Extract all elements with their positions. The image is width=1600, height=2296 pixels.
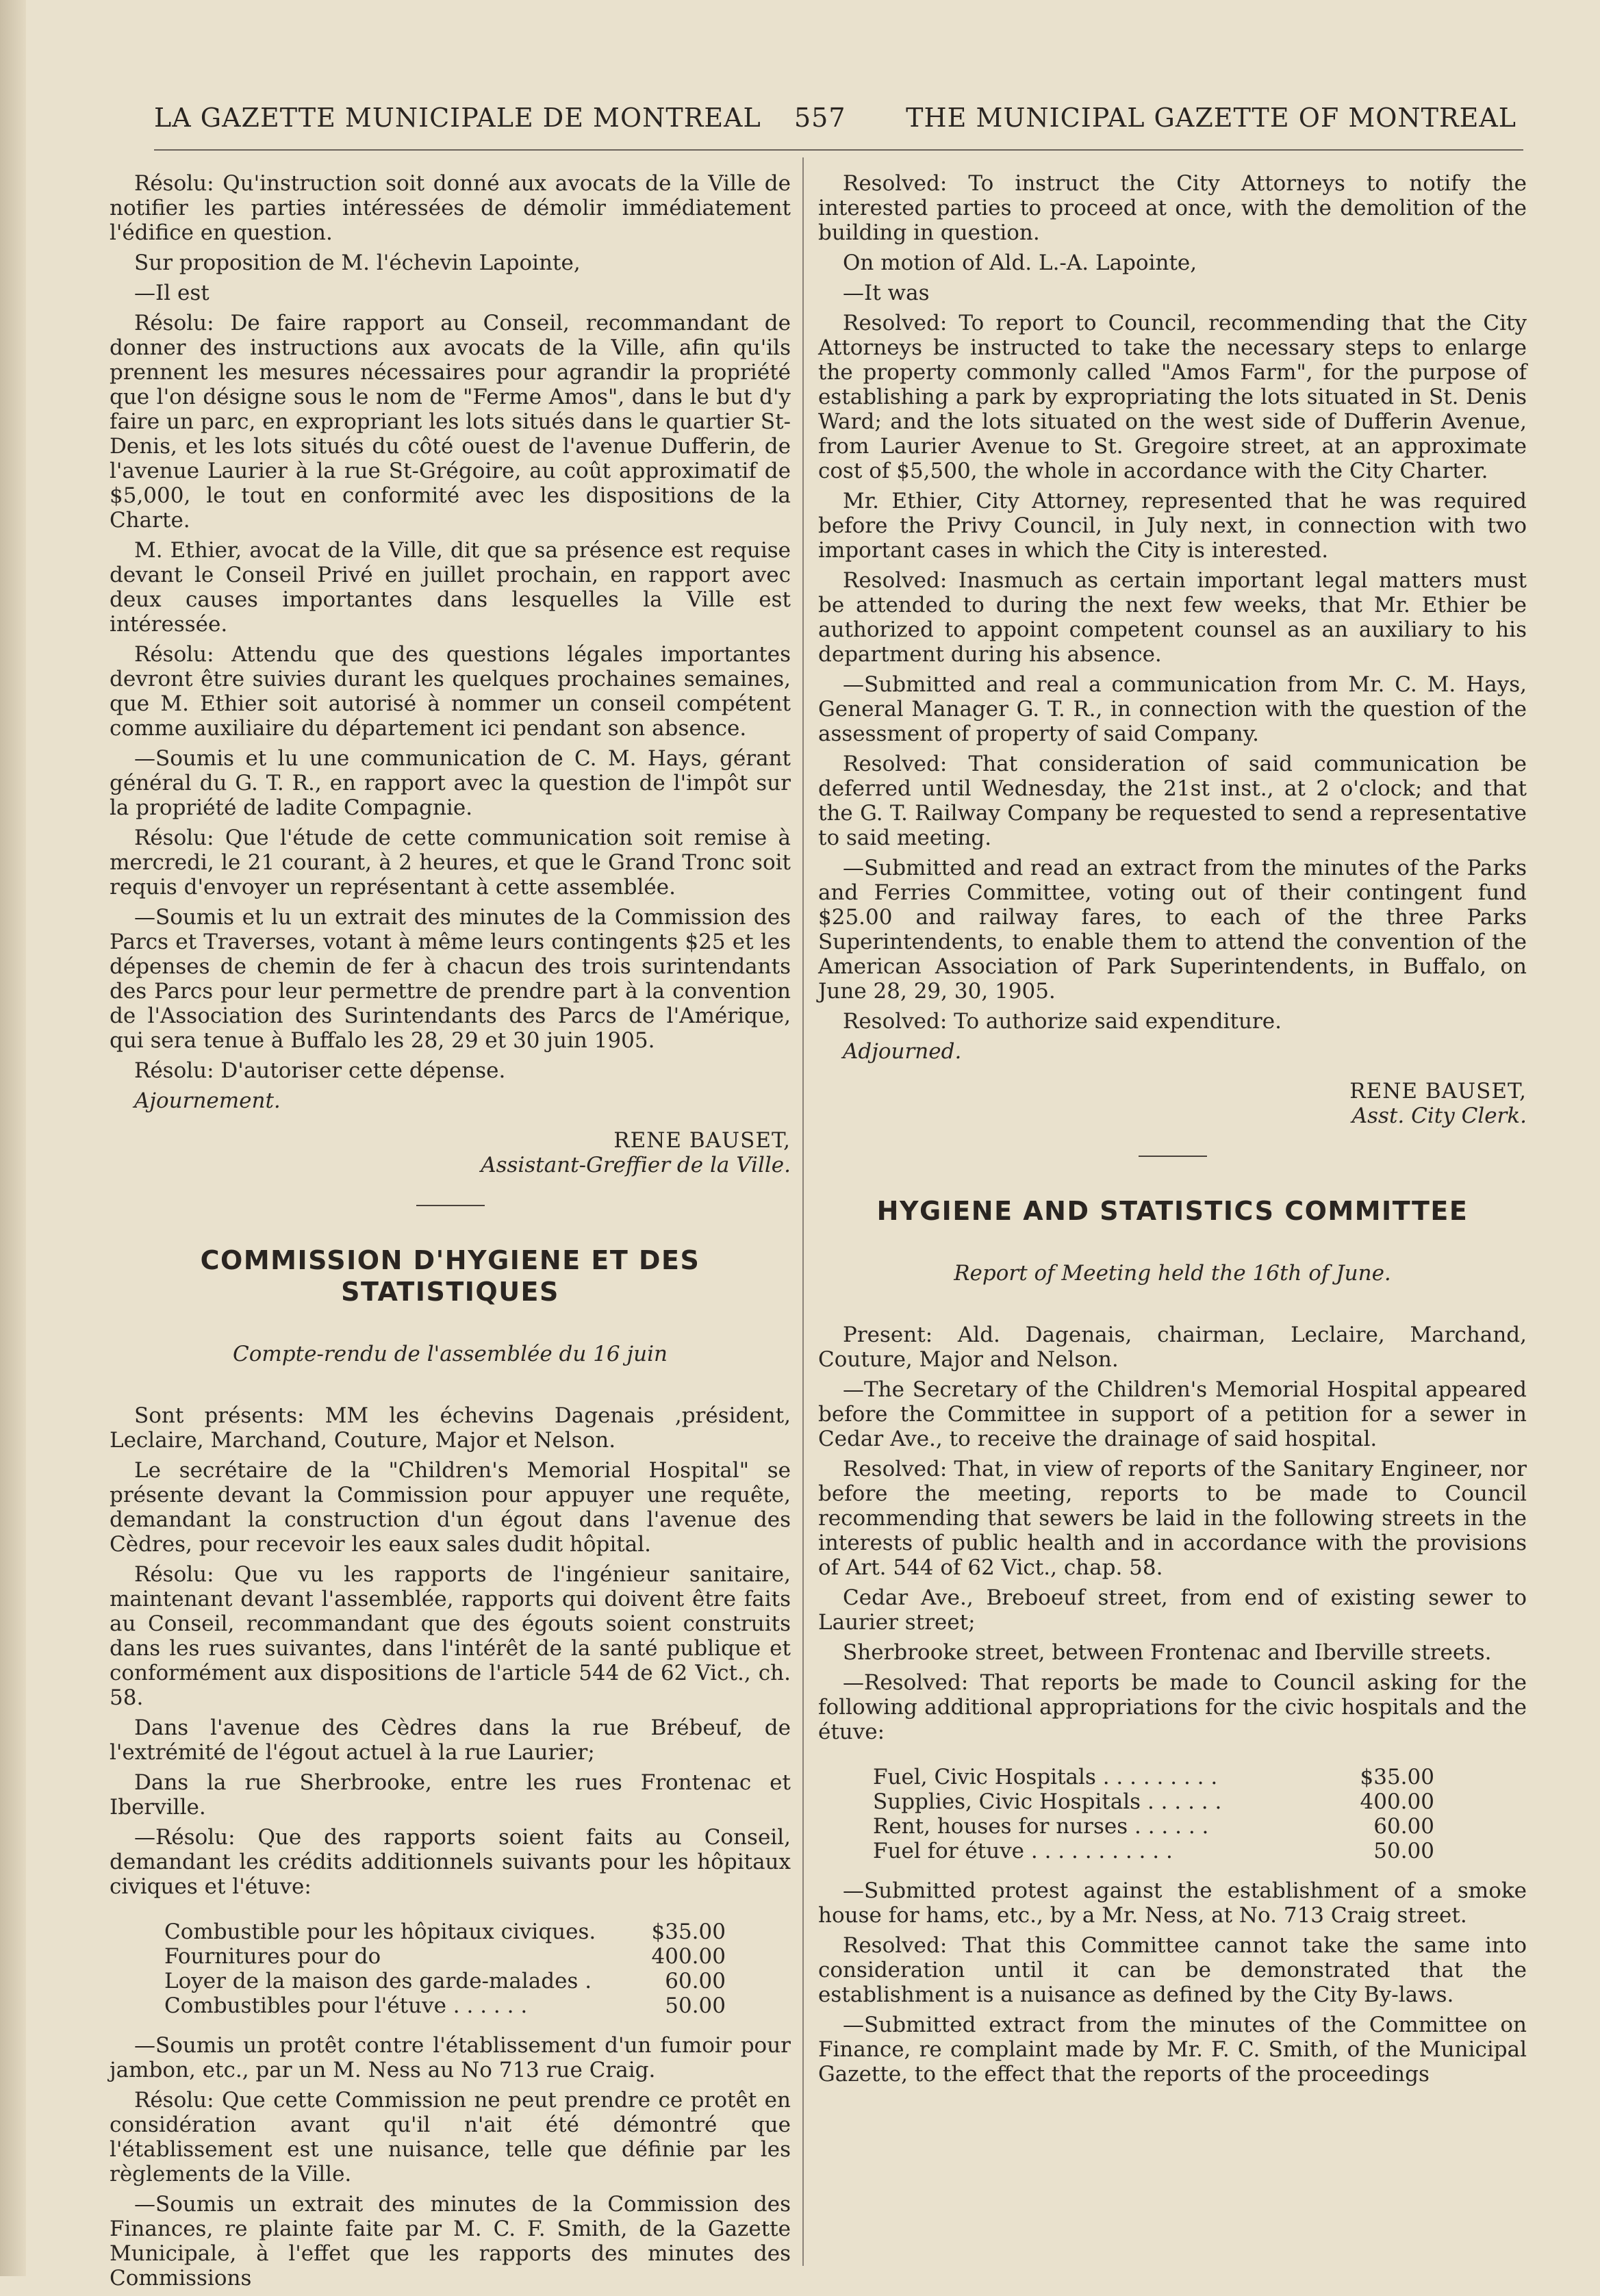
expense-label: Fuel for étuve . . . . . . . . . . . xyxy=(873,1839,1173,1863)
expense-amount: 50.00 xyxy=(665,1993,726,2018)
paragraph: —Soumis et lu un extrait des minutes de la Commission des Parcs et Traverses, votant à même leurs contingents $25 et les dépenses de chemin de fer à chacun des trois surintendants des Parcs pour leur permettre de prendre part à la convention de l'Association des Surintendants des Parcs de l'Amérique, qui sera tenue à Buffalo les 28, 29 et 30 juin 1905. xyxy=(110,905,791,1053)
paragraph: Mr. Ethier, City Attorney, represented that he was required before the Privy Council, in July next, in connection with two important cases in which the City is interested. xyxy=(818,489,1527,563)
expense-amount: 60.00 xyxy=(665,1969,726,1993)
page-number: 557 xyxy=(794,103,846,133)
header-title-french: LA GAZETTE MUNICIPALE DE MONTREAL xyxy=(154,103,761,133)
expense-amount: 50.00 xyxy=(1373,1839,1434,1863)
expense-label: Supplies, Civic Hospitals . . . . . . xyxy=(873,1789,1222,1814)
expense-label: Combustible pour les hôpitaux civiques. xyxy=(164,1919,596,1944)
paragraph: Résolu: Qu'instruction soit donné aux avocats de la Ville de notifier les parties intéressées de démolir immédiatement l'édifice en question. xyxy=(110,171,791,245)
section-heading: COMMISSION D'HYGIENE ET DES STATISTIQUES xyxy=(200,1245,700,1307)
paragraph: Sur proposition de M. l'échevin Lapointe, xyxy=(134,251,581,275)
paragraph: —The Secretary of the Children's Memorial Hospital appeared before the Committee in support of a petition for a sewer in Cedar Ave., to receive the drainage of said hospital. xyxy=(818,1377,1527,1451)
paragraph: —Soumis un protêt contre l'établissement d'un fumoir pour jambon, etc., par un M. Ness au No 713 rue Craig. xyxy=(110,2033,791,2082)
paragraph: —Soumis et lu une communication de C. M. Hays, gérant général du G. T. R., en rapport avec la question de l'impôt sur la propriété de ladite Compagnie. xyxy=(110,746,791,820)
paragraph: Adjourned. xyxy=(843,1039,962,1064)
signature-title: Assistant-Greffier de la Ville. xyxy=(481,1153,791,1177)
paragraph: Résolu: Que vu les rapports de l'ingénieur sanitaire, maintenant devant l'assemblée, rapports qui doivent être faits au Conseil, recommandant que des égouts soient construits dans les rues suivantes, dans l'intérêt de la santé publique et conformément aux dispositions de l'article 544 de 62 Vict., ch. 58. xyxy=(110,1562,791,1710)
paragraph: Résolu: Que cette Commission ne peut prendre ce protêt en considération avant qu'il n'ait été démontré que l'établissement est une nuisance, telle que définie par les règlements de la Ville. xyxy=(110,2088,791,2186)
page-header xyxy=(154,103,1516,151)
expense-row xyxy=(164,1993,726,2018)
paragraph: Resolved: Inasmuch as certain important legal matters must be attended to during the next few weeks, that Mr. Ethier be authorized to appoint competent counsel as an auxiliary to his department during his absence. xyxy=(818,568,1527,667)
english-column xyxy=(818,171,1527,2092)
french-column xyxy=(110,171,791,2296)
expense-amount: 400.00 xyxy=(651,1944,726,1969)
section-subtitle: Report of Meeting held the 16th of June. xyxy=(954,1261,1391,1286)
section-heading: HYGIENE AND STATISTICS COMMITTEE xyxy=(876,1196,1469,1226)
paragraph: —Submitted protest against the establishment of a smoke house for hams, etc., by a Mr. Ness, at No. 713 Craig street. xyxy=(818,1878,1527,1928)
expense-row xyxy=(873,1765,1434,1789)
expense-amount: 400.00 xyxy=(1360,1789,1434,1814)
expense-row xyxy=(873,1839,1434,1863)
expense-amount: 60.00 xyxy=(1373,1814,1434,1839)
paragraph: Present: Ald. Dagenais, chairman, Leclaire, Marchand, Couture, Major and Nelson. xyxy=(818,1323,1527,1372)
signature-name: RENE BAUSET, xyxy=(613,1128,791,1153)
expense-label: Fournitures pour do xyxy=(164,1944,381,1969)
paragraph: M. Ethier, avocat de la Ville, dit que sa présence est requise devant le Conseil Privé en juillet prochain, en rapport avec deux causes importantes dans lesquelles la Ville est intéressée. xyxy=(110,538,791,637)
signature-title: Asst. City Clerk. xyxy=(1351,1104,1527,1128)
header-rule xyxy=(154,149,1523,151)
column-divider xyxy=(802,157,804,2266)
expense-label: Fuel, Civic Hospitals . . . . . . . . . xyxy=(873,1765,1218,1789)
section-divider xyxy=(1139,1156,1207,1157)
paragraph: Sont présents: MM les échevins Dagenais ,président, Leclaire, Marchand, Couture, Major et Nelson. xyxy=(110,1403,791,1453)
section-divider xyxy=(416,1205,485,1206)
paragraph: Résolu: D'autoriser cette dépense. xyxy=(134,1058,506,1083)
expense-label: Rent, houses for nurses . . . . . . xyxy=(873,1814,1209,1839)
paragraph: Ajournement. xyxy=(134,1088,281,1113)
expense-row xyxy=(164,1919,726,1944)
paragraph: —Submitted and read an extract from the minutes of the Parks and Ferries Committee, voting out of their contingent fund $25.00 and railway fares, to each of the three Parks Superintendents, to enable them to attend the convention of the American Association of Park Superintendents, in Buffalo, on June 28, 29, 30, 1905. xyxy=(818,856,1527,1004)
paragraph: Sherbrooke street, between Frontenac and Iberville streets. xyxy=(843,1640,1492,1665)
header-title-english: THE MUNICIPAL GAZETTE OF MONTREAL xyxy=(906,103,1516,133)
paragraph: Résolu: Que l'étude de cette communication soit remise à mercredi, le 21 courant, à 2 heures, et que le Grand Tronc soit requis d'envoyer un représentant à cette assemblée. xyxy=(110,826,791,900)
paragraph: On motion of Ald. L.-A. Lapointe, xyxy=(843,251,1197,275)
expense-row xyxy=(873,1789,1434,1814)
signature-block xyxy=(818,1079,1527,1128)
paragraph: —Il est xyxy=(134,281,209,305)
expense-list xyxy=(164,1919,726,2018)
paragraph: Resolved: To instruct the City Attorneys to notify the interested parties to proceed at once, with the demolition of the building in question. xyxy=(818,171,1527,245)
expense-list xyxy=(873,1765,1434,1863)
paragraph: Resolved: That consideration of said communication be deferred until Wednesday, the 21st inst., at 2 o'clock; and that the G. T. Railway Company be requested to send a representative to said meeting. xyxy=(818,752,1527,850)
paragraph: Resolved: To authorize said expenditure. xyxy=(843,1009,1282,1034)
paragraph: Cedar Ave., Breboeuf street, from end of existing sewer to Laurier street; xyxy=(818,1585,1527,1635)
page-edge xyxy=(0,0,26,2276)
signature-name: RENE BAUSET, xyxy=(1349,1079,1527,1104)
paragraph: Resolved: That, in view of reports of the Sanitary Engineer, nor before the meeting, reports to be made to Council recommending that sewers be laid in the following streets in the interests of public health and in accordance with the provisions of Art. 544 of 62 Vict., chap. 58. xyxy=(818,1457,1527,1580)
paragraph: Le secrétaire de la "Children's Memorial Hospital" se présente devant la Commission pour appuyer une requête, demandant la construction d'un égout dans l'avenue des Cèdres, pour recevoir les eaux sales dudit hôpital. xyxy=(110,1458,791,1557)
expense-row xyxy=(164,1969,726,1993)
expense-row xyxy=(873,1814,1434,1839)
paragraph: —Submitted and real a communication from Mr. C. M. Hays, General Manager G. T. R., in connection with the question of the assessment of property of said Company. xyxy=(818,672,1527,746)
signature-block xyxy=(110,1128,791,1177)
paragraph: Dans la rue Sherbrooke, entre les rues Frontenac et Iberville. xyxy=(110,1770,791,1820)
paragraph: —Submitted extract from the minutes of the Committee on Finance, re complaint made by Mr. F. C. Smith, of the Municipal Gazette, to the effect that the reports of the proceedings xyxy=(818,2013,1527,2087)
paragraph: —Résolu: Que des rapports soient faits au Conseil, demandant les crédits additionnels suivants pour les hôpitaux civiques et l'étuve: xyxy=(110,1825,791,1899)
paragraph: —Soumis un extrait des minutes de la Commission des Finances, re plainte faite par M. C. F. Smith, de la Gazette Municipale, à l'effet que les rapports des minutes des Commissions xyxy=(110,2192,791,2291)
expense-label: Combustibles pour l'étuve . . . . . . xyxy=(164,1993,528,2018)
expense-amount: $35.00 xyxy=(1360,1765,1434,1789)
expense-amount: $35.00 xyxy=(651,1919,726,1944)
paragraph: Dans l'avenue des Cèdres dans la rue Brébeuf, de l'extrémité de l'égout actuel à la rue Laurier; xyxy=(110,1715,791,1765)
paragraph: —Resolved: That reports be made to Council asking for the following additional appropriations for the civic hospitals and the étuve: xyxy=(818,1670,1527,1744)
paragraph: —It was xyxy=(843,281,930,305)
expense-label: Loyer de la maison des garde-malades . xyxy=(164,1969,592,1993)
section-subtitle: Compte-rendu de l'assemblée du 16 juin xyxy=(233,1342,668,1366)
paragraph: Résolu: De faire rapport au Conseil, recommandant de donner des instructions aux avocats de la Ville, afin qu'ils prennent les mesures nécessaires pour agrandir la propriété que l'on désigne sous le nom de "Ferme Amos", dans le but d'y faire un parc, en expropriant les lots situés dans le quartier St-Denis, et les lots situés du côté ouest de l'avenue Dufferin, de l'avenue Laurier à la rue St-Grégoire, au coût approximatif de $5,000, le tout en conformité avec les dispositions de la Charte. xyxy=(110,311,791,533)
paragraph: Resolved: To report to Council, recommending that the City Attorneys be instructed to take the necessary steps to enlarge the property commonly called "Amos Farm", for the purpose of establishing a park by expropriating the lots situated in St. Denis Ward; and the lots situated on the west side of Dufferin Avenue, from Laurier Avenue to St. Gregoire street, at an approximate cost of $5,500, the whole in accordance with the City Charter. xyxy=(818,311,1527,483)
paragraph: Résolu: Attendu que des questions légales importantes devront être suivies durant les quelques prochaines semaines, que M. Ethier soit autorisé à nommer un conseil compétent comme auxiliaire du département ici pendant son absence. xyxy=(110,642,791,741)
paragraph: Resolved: That this Committee cannot take the same into consideration until it can be demonstrated that the establishment is a nuisance as defined by the City By-laws. xyxy=(818,1933,1527,2007)
expense-row xyxy=(164,1944,726,1969)
